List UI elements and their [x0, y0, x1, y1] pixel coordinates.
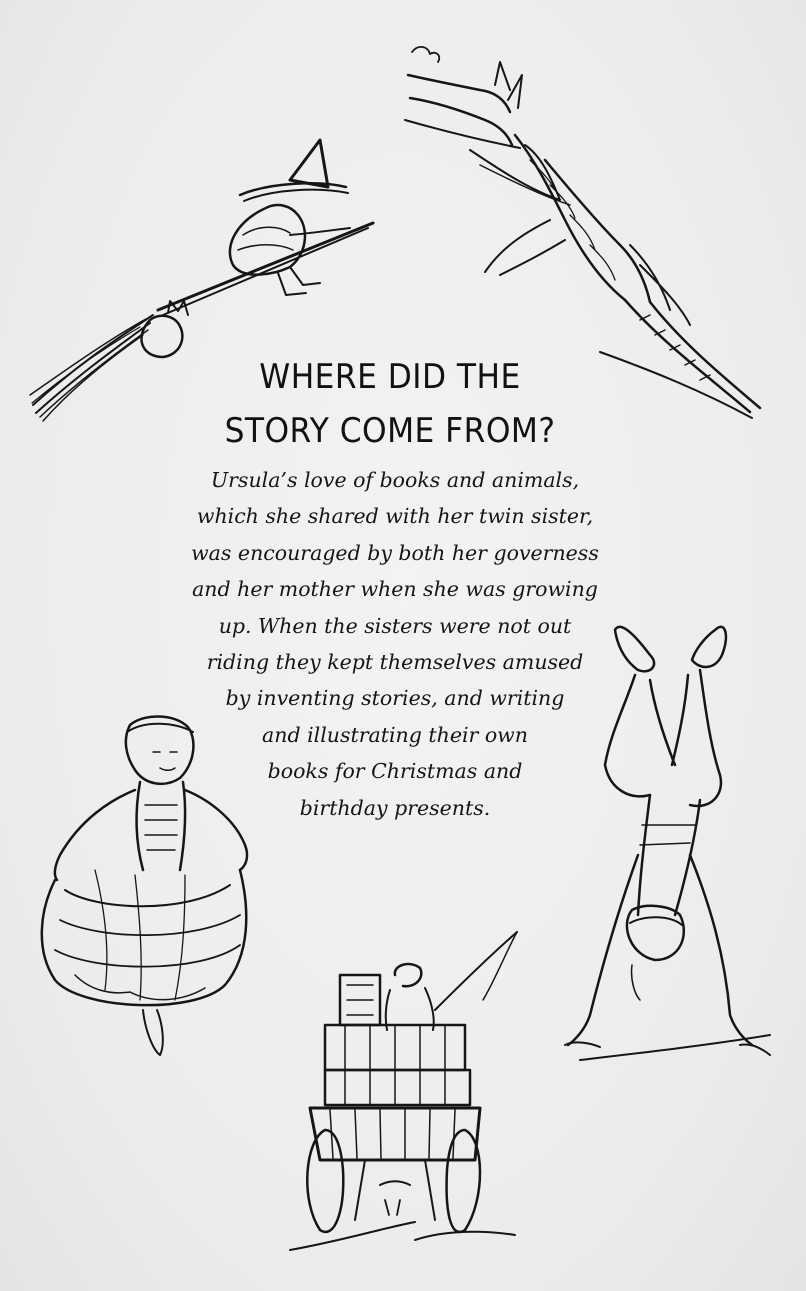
body-line: books for Christmas and: [267, 759, 523, 784]
body-line: and illustrating their own: [262, 722, 528, 747]
body-line: up. When the sisters were not out: [218, 613, 572, 638]
heading-line-1: WHERE DID THE: [259, 357, 521, 397]
page-heading: [169, 350, 611, 458]
dancing-girl-illustration: [35, 710, 265, 1060]
body-line: which she shared with her twin sister,: [196, 504, 594, 529]
body-line: birthday presents.: [299, 795, 491, 820]
heading-line-2: STORY COME FROM?: [224, 411, 556, 451]
handstand-boy-illustration: [560, 615, 785, 1070]
body-line: Ursula’s love of books and animals,: [210, 468, 580, 492]
body-line: by inventing stories, and writing: [225, 686, 565, 711]
body-line: riding they kept themselves amused: [206, 650, 584, 675]
horse-cart-illustration: [285, 930, 525, 1260]
body-line: was encouraged by both her governess: [191, 540, 599, 565]
body-line: and her mother when she was growing: [192, 577, 598, 602]
